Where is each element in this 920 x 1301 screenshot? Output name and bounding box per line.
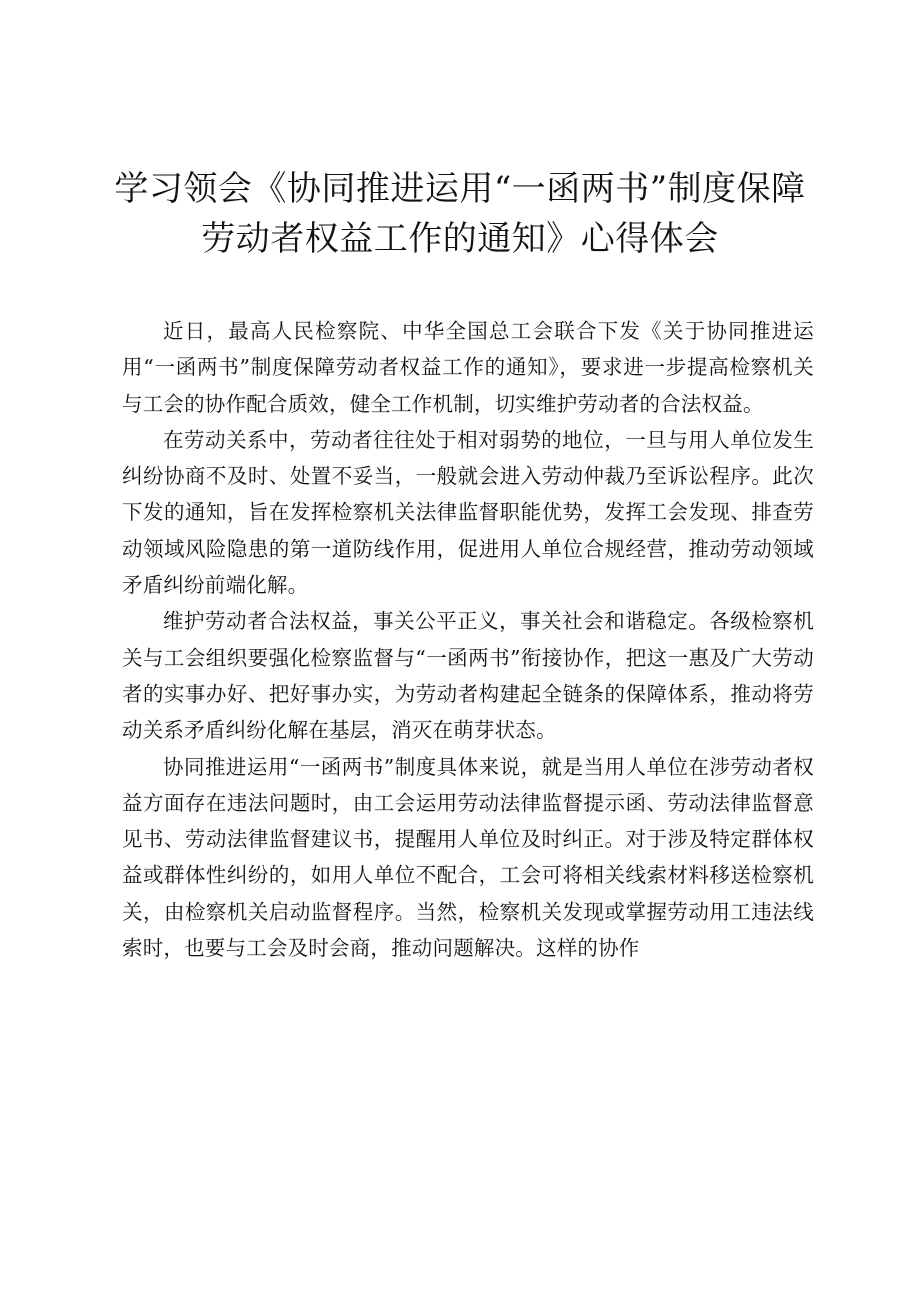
paragraph-4: 协同推进运用“一函两书”制度具体来说，就是当用人单位在涉劳动者权益方面存在违法问题时，由工会运用劳动法律监督提示函、劳动法律监督意见书、劳动法律监督建议书，提醒用人单位及时纠正。对于涉及特定群体权益或群体性纠纷的，如用人单位不配合，工会可将相关线索材料移送检察机关，由检察机关启动监督程序。当然，检察机关发现或掌握劳动用工违法线索时，也要与工会及时会商，推动问题解决。这样的协作	[122, 754, 814, 961]
document-title	[95, 164, 825, 264]
document-body	[122, 313, 814, 966]
document-title-line-1: 学习领会《协同推进运用“一函两书”制度保障	[114, 169, 806, 209]
paragraph-3: 维护劳动者合法权益，事关公平正义，事关社会和谐稳定。各级检察机关与工会组织要强化检察监督与“一函两书”衔接协作，把这一惠及广大劳动者的实事办好、把好事办实，为劳动者构建起全链条的保障体系，推动将劳动关系矛盾纠纷化解在基层，消灭在萌芽状态。	[122, 609, 814, 743]
paragraph-2: 在劳动关系中，劳动者往往处于相对弱势的地位，一旦与用人单位发生纠纷协商不及时、处置不妥当，一般就会进入劳动仲裁乃至诉讼程序。此次下发的通知，旨在发挥检察机关法律监督职能优势，发挥工会发现、排查劳动领域风险隐患的第一道防线作用，促进用人单位合规经营，推动劳动领域矛盾纠纷前端化解。	[122, 427, 814, 598]
paragraph-1: 近日，最高人民检察院、中华全国总工会联合下发《关于协同推进运用“一函两书”制度保障劳动者权益工作的通知》，要求进一步提高检察机关与工会的协作配合质效，健全工作机制，切实维护劳动者的合法权益。	[122, 319, 814, 416]
document-title-line-2: 劳动者权益工作的通知》心得体会	[201, 219, 719, 259]
